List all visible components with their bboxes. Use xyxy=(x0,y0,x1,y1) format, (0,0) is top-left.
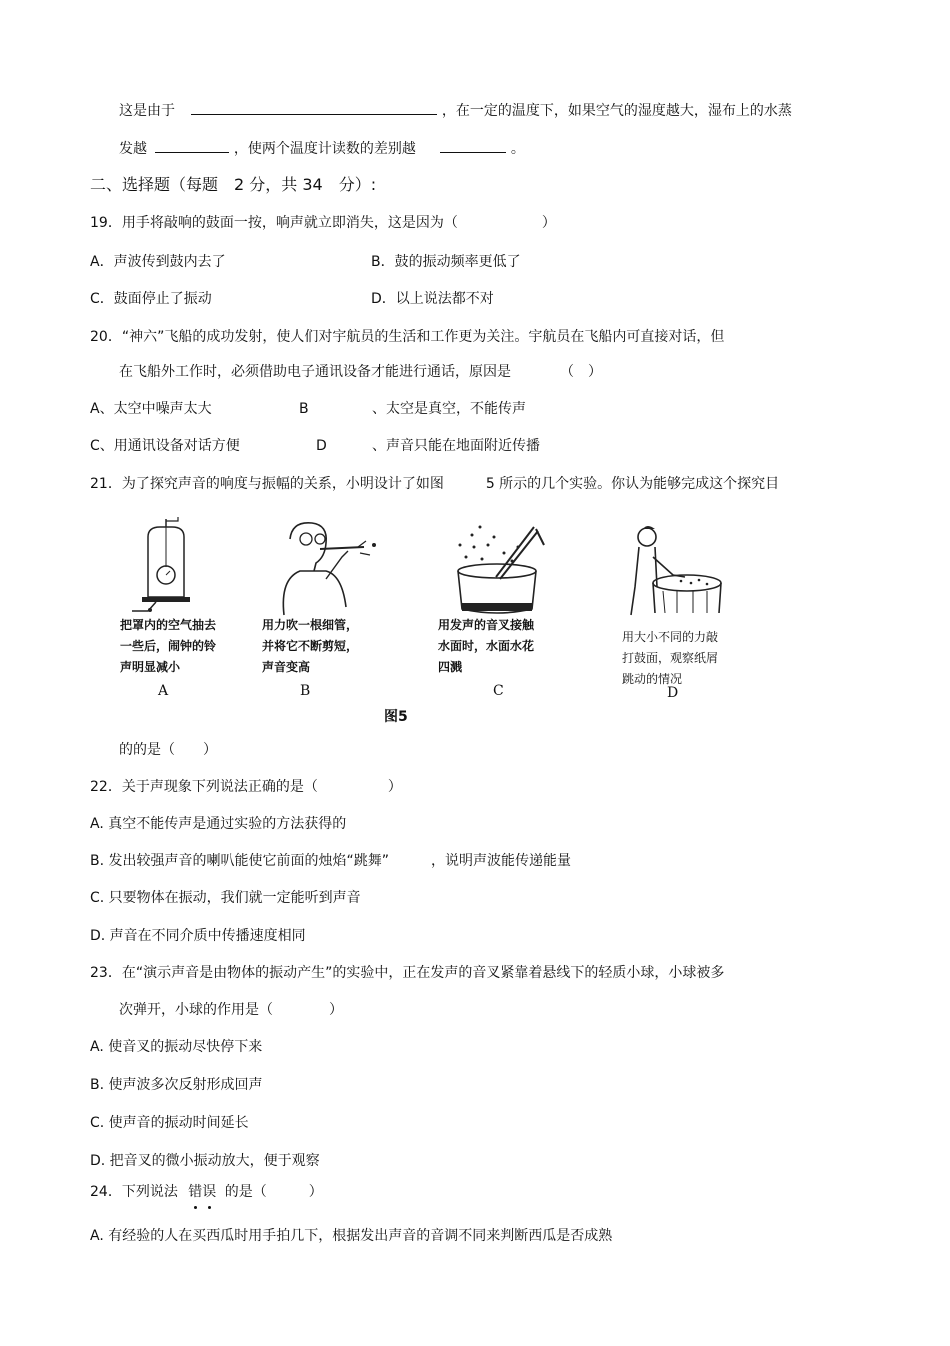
text-segment: 24．下列说法 xyxy=(90,1184,178,1200)
section-title: 二、选择题（每题 2 分，共 34 分）: xyxy=(90,175,377,194)
text-segment: 发越 xyxy=(119,141,147,157)
caption-line: 用大小不同的力敲 xyxy=(622,630,719,644)
figure-letter-b: B xyxy=(300,683,311,699)
caption-line: 并将它不断剪短， xyxy=(262,639,359,653)
emphasis-dot xyxy=(208,1206,211,1209)
q19-option-d[interactable]: D．以上说法都不对 xyxy=(371,291,494,307)
fill-line-1 xyxy=(119,100,792,120)
caption-line: 用发声的音叉接触 xyxy=(438,618,535,632)
text-segment: 这是由于 xyxy=(119,103,175,119)
q23-option-b[interactable]: B. 使声波多次反射形成回声 xyxy=(90,1077,263,1093)
caption-line: 声明显减小 xyxy=(120,660,181,674)
answer-blank[interactable] xyxy=(155,138,229,153)
q19-option-a[interactable]: A．声波传到鼓内去了 xyxy=(90,254,226,270)
caption-line: 四溅 xyxy=(438,660,463,674)
q20-option-d-letter[interactable]: D xyxy=(316,438,327,454)
figure-title: 图5 xyxy=(384,709,408,725)
q19-option-c[interactable]: C．鼓面停止了振动 xyxy=(90,291,212,307)
text-segment: 。 xyxy=(510,141,525,157)
figure-caption-d xyxy=(622,627,718,690)
q20-option-c[interactable]: C、用通讯设备对话方便 xyxy=(90,438,240,454)
question-21-stem-line1: 21．为了探究声音的响度与振幅的关系，小明设计了如图 5 所示的几个实验。你认为能够完成这个探究目 xyxy=(90,476,780,492)
figure-5 xyxy=(112,515,738,727)
q23-option-a[interactable]: A. 使音叉的振动尽快停下来 xyxy=(90,1039,263,1055)
drum-illustration xyxy=(617,517,727,617)
caption-line: 用力吹一根细管， xyxy=(262,618,359,632)
tuning-fork-water-illustration xyxy=(442,517,552,617)
caption-line: 水面时，水面水花 xyxy=(438,639,535,653)
question-19-stem: 19．用手将敲响的鼓面一按，响声就立即消失，这是因为（ ） xyxy=(90,215,556,231)
figure-letter-d: D xyxy=(667,685,679,701)
fill-line-2 xyxy=(119,138,525,158)
text-segment: ，在一定的温度下，如果空气的湿度越大，湿布上的水蒸 xyxy=(441,103,792,119)
q20-option-d[interactable]: 、声音只能在地面附近传播 xyxy=(372,438,540,454)
q20-option-a[interactable]: A、太空中噪声太大 xyxy=(90,401,212,417)
question-20-stem-line1: 20．“神六”飞船的成功发射，使人们对宇航员的生活和工作更为关注。宇航员在飞船内可直接对话，但 xyxy=(90,329,725,345)
emphasized-text: 错误 xyxy=(188,1184,217,1200)
caption-line: 把罩内的空气抽去 xyxy=(120,618,217,632)
question-24-stem xyxy=(90,1183,323,1201)
question-23-stem-line1: 23．在“演示声音是由物体的振动产生”的实验中，正在发声的音叉紧靠着悬线下的轻质小球，小球被多 xyxy=(90,965,725,981)
answer-blank[interactable] xyxy=(191,100,437,115)
q20-option-b[interactable]: 、太空是真空，不能传声 xyxy=(372,401,526,417)
caption-line: 打鼓面，观察纸屑 xyxy=(622,651,719,665)
q24-option-a[interactable]: A. 有经验的人在买西瓜时用手拍几下，根据发出声音的音调不同来判断西瓜是否成熟 xyxy=(90,1228,613,1244)
q22-option-c[interactable]: C. 只要物体在振动，我们就一定能听到声音 xyxy=(90,890,361,906)
answer-blank[interactable] xyxy=(440,138,506,153)
text-segment: 的是（ ） xyxy=(224,1184,323,1200)
emphasis-word xyxy=(188,1184,220,1200)
q22-option-b[interactable]: B. 发出较强声音的喇叭能使它前面的烛焰“跳舞” ，说明声波能传递能量 xyxy=(90,853,572,869)
emphasis-dot xyxy=(194,1206,197,1209)
figure-letter-a: A xyxy=(158,683,169,699)
figure-caption-c xyxy=(438,615,534,678)
q22-option-a[interactable]: A. 真空不能传声是通过实验的方法获得的 xyxy=(90,816,347,832)
question-23-stem-line2: 次弹开，小球的作用是（ ） xyxy=(119,1002,343,1018)
q19-option-b[interactable]: B．鼓的振动频率更低了 xyxy=(371,254,521,270)
q23-option-d[interactable]: D. 把音叉的微小振动放大，便于观察 xyxy=(90,1153,320,1169)
text-segment: ，使两个温度计读数的差别越 xyxy=(233,141,416,157)
q22-option-d[interactable]: D. 声音在不同介质中传播速度相同 xyxy=(90,928,306,944)
question-22-stem: 22．关于声现象下列说法正确的是（ ） xyxy=(90,779,402,795)
figure-caption-a xyxy=(120,615,216,678)
caption-line: 一些后，闹钟的铃 xyxy=(120,639,217,653)
figure-letter-c: C xyxy=(493,683,504,699)
q23-option-c[interactable]: C. 使声音的振动时间延长 xyxy=(90,1115,249,1131)
question-20-stem-line2: 在飞船外工作时，必须借助电子通讯设备才能进行通话，原因是 （ ） xyxy=(119,364,602,380)
caption-line: 声音变高 xyxy=(262,660,311,674)
bell-jar-illustration xyxy=(126,517,206,617)
question-21-stem-line2: 的的是（ ） xyxy=(119,742,217,758)
figure-caption-b xyxy=(262,615,358,678)
q20-option-b-letter[interactable]: B xyxy=(299,401,309,417)
caption-line: 跳动的情况 xyxy=(622,672,683,686)
blowing-tube-illustration xyxy=(270,517,380,617)
